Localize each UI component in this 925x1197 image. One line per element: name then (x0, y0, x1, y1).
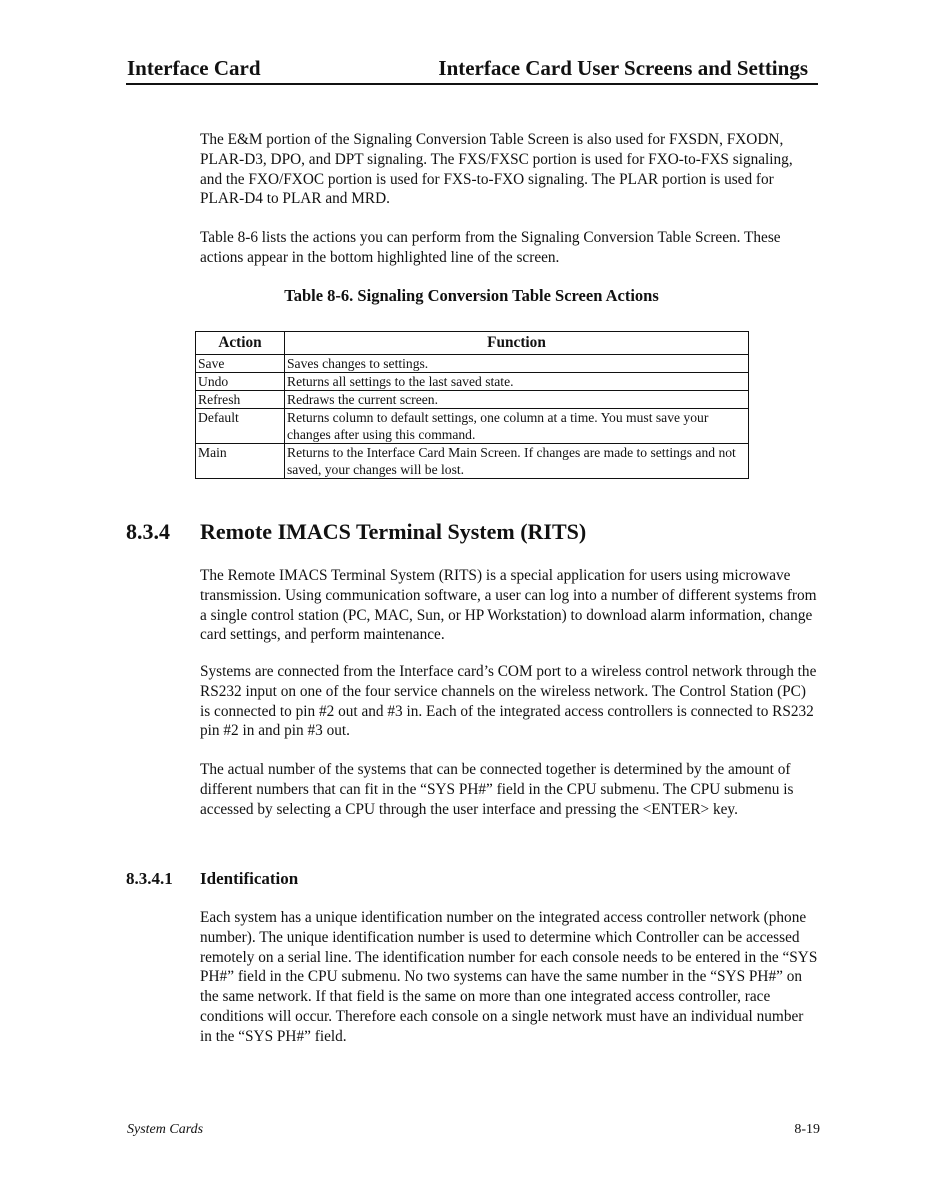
table-row (196, 444, 749, 479)
table-row (196, 391, 749, 409)
section-heading (126, 519, 586, 545)
table-header-row (196, 332, 749, 355)
table-caption: Table 8-6. Signaling Conversion Table Screen Actions (284, 286, 659, 305)
function-cell: Returns column to default settings, one column at a time. You must save your changes after using this command. (285, 409, 749, 444)
intro-paragraph-2: Table 8-6 lists the actions you can perform from the Signaling Conversion Table Screen. These actions appear in the bottom highlighted line of the screen. (200, 229, 781, 266)
page-number: 8-19 (794, 1122, 820, 1137)
section-paragraph-1: The Remote IMACS Terminal System (RITS) is a special application for users using microwave transmission. Using communication software, a user can log into a number of different systems from a single control station (PC, MAC, Sun, or HP Workstation) to download alarm information, change card settings, and perform maintenance. (200, 567, 817, 644)
section-paragraph-2: Systems are connected from the Interface card’s COM port to a wireless control network through the RS232 input on one of the four service channels on the wireless network. The Control Station (PC) is connected to pin #2 out and #3 in. Each of the integrated access controllers is connected to RS232 pin #2 in and pin #3 out. (200, 663, 817, 740)
action-cell: Default (196, 409, 285, 444)
function-cell: Saves changes to settings. (285, 355, 749, 373)
section-number: 8.3.4 (126, 519, 170, 544)
actions-table (195, 331, 749, 479)
function-cell: Returns all settings to the last saved state. (285, 373, 749, 391)
action-cell: Undo (196, 373, 285, 391)
header-rule (126, 83, 818, 85)
action-cell: Save (196, 355, 285, 373)
col-header-action: Action (196, 332, 285, 355)
section-paragraph-3: The actual number of the systems that can be connected together is determined by the amount of different numbers that can fit in the “SYS PH#” field in the CPU submenu. The CPU submenu is accessed by selecting a CPU through the user interface and pressing the <ENTER> key. (200, 761, 794, 818)
footer-left: System Cards (127, 1122, 204, 1137)
subsection-title: Identification (200, 869, 299, 888)
header-left: Interface Card (127, 56, 261, 80)
intro-paragraph-1: The E&M portion of the Signaling Conversion Table Screen is also used for FXSDN, FXODN, PLAR-D3, DPO, and DPT signaling. The FXS/FXSC portion is used for FXO-to-FXS signaling, and the FXO/FXOC portion is used for FXS-to-FXO signaling. The PLAR portion is used for PLAR-D4 to PLAR and MRD. (200, 131, 793, 208)
col-header-function: Function (285, 332, 749, 355)
table-row (196, 409, 749, 444)
function-cell: Returns to the Interface Card Main Screen. If changes are made to settings and not saved, your changes will be lost. (285, 444, 749, 479)
section-title: Remote IMACS Terminal System (RITS) (200, 519, 587, 544)
subsection-heading (126, 869, 298, 889)
action-cell: Main (196, 444, 285, 479)
function-cell: Redraws the current screen. (285, 391, 749, 409)
table-row (196, 373, 749, 391)
subsection-number: 8.3.4.1 (126, 869, 173, 888)
table-row (196, 355, 749, 373)
header-right: Interface Card User Screens and Settings (438, 56, 808, 80)
subsection-paragraph: Each system has a unique identification number on the integrated access controller network (phone number). The unique identification number is used to determine which Controller can be accessed remotely on a serial line. The identification number for each console needs to be entered in the “SYS PH#” field in the CPU submenu. No two systems can have the same number in the “SYS PH#” on the same network. If that field is the same on more than one integrated access controller, race conditions will occur. Therefore each console on a single network must have an individual number in the “SYS PH#” field. (200, 909, 818, 1045)
action-cell: Refresh (196, 391, 285, 409)
